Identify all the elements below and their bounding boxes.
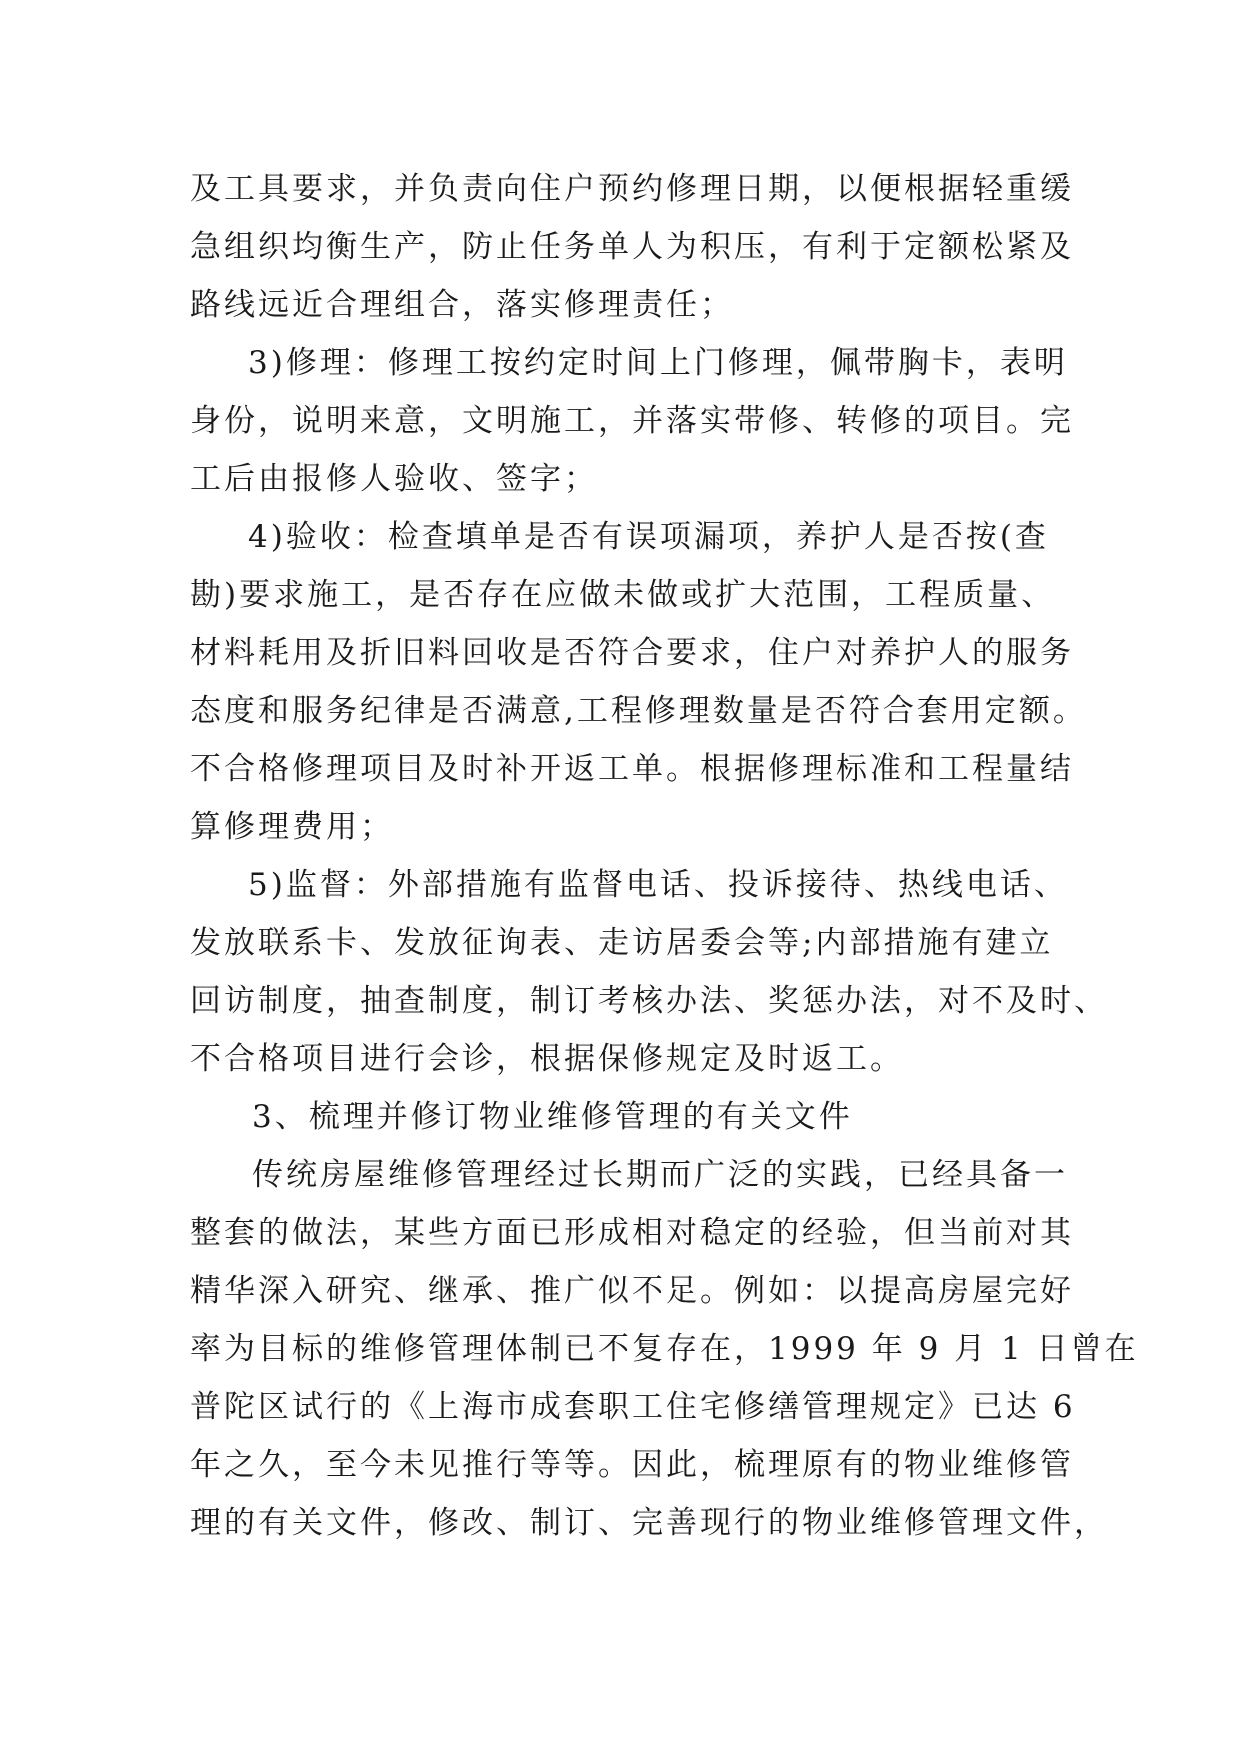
text-line: 4)验收：检查填单是否有误项漏项，养护人是否按(查: [248, 519, 1049, 555]
text-line: 工后由报修人验收、签字；: [190, 461, 598, 497]
text-line: 普陀区试行的《上海市成套职工住宅修缮管理规定》已达 6: [190, 1389, 1076, 1425]
text-line: 整套的做法，某些方面已形成相对稳定的经验，但当前对其: [190, 1215, 1074, 1251]
text-line: 传统房屋维修管理经过长期而广泛的实践，已经具备一: [252, 1157, 1068, 1193]
section-heading: 3、梳理并修订物业维修管理的有关文件: [252, 1099, 853, 1135]
text-line: 率为目标的维修管理体制已不复存在，1999 年 9 月 1 日曾在: [190, 1331, 1139, 1367]
text-line: 不合格项目进行会诊，根据保修规定及时返工。: [190, 1041, 904, 1077]
text-line: 年之久，至今未见推行等等。因此，梳理原有的物业维修管: [190, 1447, 1074, 1483]
text-line: 算修理费用；: [190, 809, 394, 845]
text-line: 急组织均衡生产，防止任务单人为积压，有利于定额松紧及: [190, 229, 1074, 265]
text-line: 态度和服务纪律是否满意,工程修理数量是否符合套用定额。: [190, 693, 1087, 729]
text-line: 发放联系卡、发放征询表、走访居委会等;内部措施有建立: [190, 925, 1054, 961]
text-line: 理的有关文件，修改、制订、完善现行的物业维修管理文件，: [190, 1505, 1108, 1541]
text-line: 3)修理：修理工按约定时间上门修理，佩带胸卡，表明: [248, 345, 1068, 381]
text-line: 身份，说明来意，文明施工，并落实带修、转修的项目。完: [190, 403, 1074, 439]
body-text: [190, 160, 1139, 1552]
text-line: 勘)要求施工，是否存在应做未做或扩大范围，工程质量、: [190, 577, 1056, 613]
text-line: 回访制度，抽查制度，制订考核办法、奖惩办法，对不及时、: [190, 983, 1108, 1019]
text-line: 不合格修理项目及时补开返工单。根据修理标准和工程量结: [190, 751, 1074, 787]
text-line: 路线远近合理组合，落实修理责任；: [190, 287, 734, 323]
text-line: 精华深入研究、继承、推广似不足。例如：以提高房屋完好: [190, 1273, 1074, 1309]
text-line: 及工具要求，并负责向住户预约修理日期，以便根据轻重缓: [190, 171, 1074, 207]
text-line: 5)监督：外部措施有监督电话、投诉接待、热线电话、: [248, 867, 1068, 903]
text-line: 材料耗用及折旧料回收是否符合要求，住户对养护人的服务: [190, 635, 1074, 671]
